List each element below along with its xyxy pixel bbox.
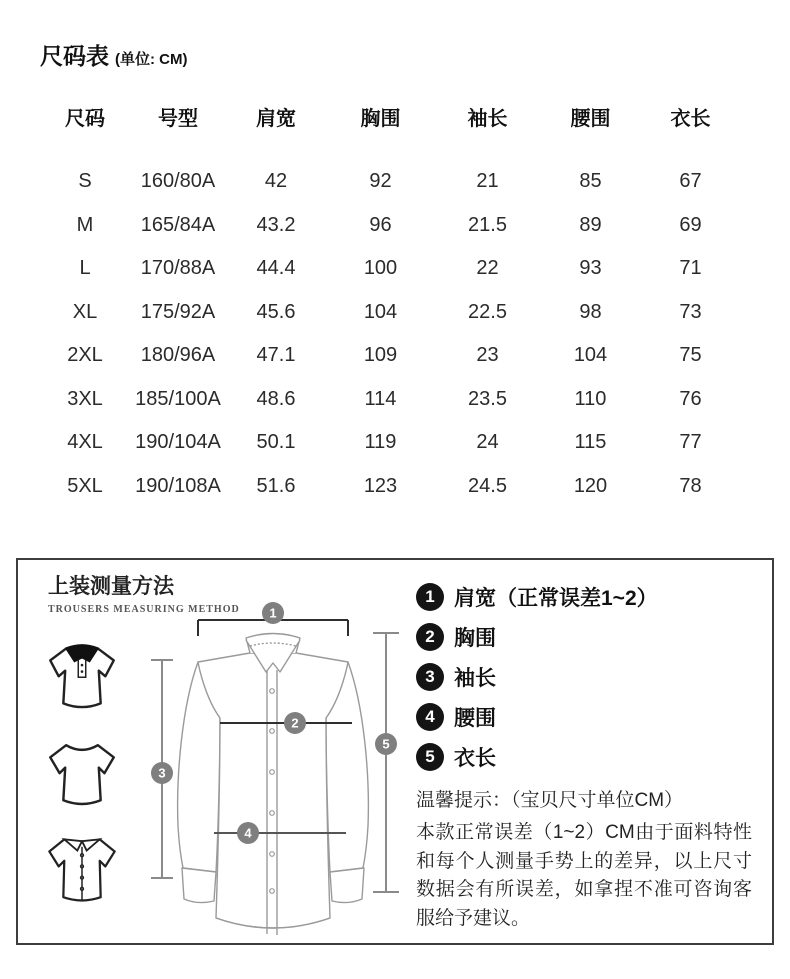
table-cell: 92: [369, 170, 392, 192]
table-cell: 69: [679, 213, 702, 236]
table-cell: 110: [574, 387, 607, 410]
column-header: 胸围: [360, 108, 401, 130]
page-title-text: 尺码表: [40, 43, 109, 69]
measuring-method-box: [16, 558, 774, 945]
table-cell: 50.1: [256, 431, 296, 453]
size-table-body: [40, 160, 740, 508]
legend-item: [416, 617, 756, 657]
table-cell: 170/88A: [140, 257, 216, 279]
table-cell: 24.5: [468, 474, 507, 497]
table-cell: 43.2: [256, 213, 296, 236]
table-cell: 24: [476, 431, 499, 453]
table-cell: 165/84A: [140, 213, 216, 236]
legend-item: [416, 577, 756, 617]
table-cell: 76: [679, 387, 702, 410]
legend-number-badge: 5: [416, 743, 444, 771]
table-cell: 2XL: [67, 344, 103, 366]
table-cell: 160/80A: [140, 170, 216, 192]
table-cell: 77: [679, 431, 702, 453]
legend-number-badge: 1: [416, 583, 444, 611]
svg-text:4: 4: [244, 825, 252, 841]
table-cell: 23: [476, 344, 499, 366]
table-row: [40, 291, 740, 335]
table-cell: L: [79, 257, 91, 279]
t-shirt-icon: [40, 732, 124, 820]
legend-item: [416, 657, 756, 697]
table-cell: 120: [573, 474, 608, 497]
table-row: [40, 465, 740, 509]
svg-text:2: 2: [291, 715, 299, 731]
column-header: 肩宽: [256, 108, 296, 130]
table-cell: 73: [679, 300, 702, 323]
table-cell: 48.6: [256, 387, 296, 410]
table-row: [40, 421, 740, 465]
size-table: [40, 106, 740, 508]
table-cell: 100: [363, 257, 398, 279]
table-row: [40, 247, 740, 291]
column-header: 号型: [158, 108, 198, 130]
table-cell: 22: [476, 257, 499, 279]
table-row: [40, 378, 740, 422]
column-header: 袖长: [467, 108, 508, 130]
legend-label: 肩宽（正常误差1~2）: [454, 587, 658, 610]
table-cell: 190/104A: [135, 431, 221, 453]
polo-shirt-icon: [40, 636, 124, 724]
table-row: [40, 204, 740, 248]
column-header: 衣长: [670, 108, 711, 130]
measure-section-title: 上装测量方法: [48, 575, 174, 598]
table-cell: 89: [579, 213, 602, 236]
measure-section-subtitle: TROUSERS MEASURING METHOD: [48, 604, 240, 615]
legend-label: 胸围: [454, 627, 496, 650]
legend-label: 衣长: [454, 747, 496, 770]
svg-text:1: 1: [269, 605, 277, 621]
table-cell: M: [76, 213, 94, 236]
table-cell: 42: [264, 170, 288, 192]
table-cell: 44.4: [256, 257, 296, 279]
table-cell: 5XL: [67, 474, 103, 497]
legend-number-badge: 2: [416, 623, 444, 651]
garment-thumbnails: [40, 636, 128, 916]
table-cell: 75: [679, 344, 702, 366]
notice-title: 温馨提示：（宝贝尺寸单位CM）: [416, 790, 684, 811]
legend-item: [416, 697, 756, 737]
table-cell: 190/108A: [135, 474, 221, 497]
legend-label: 腰围: [454, 707, 496, 730]
table-cell: 21.5: [468, 213, 507, 236]
shirt-measure-diagram: [146, 596, 408, 942]
table-cell: 175/92A: [140, 300, 216, 323]
table-cell: S: [78, 170, 92, 192]
size-table-header: [40, 106, 740, 160]
table-cell: 3XL: [67, 387, 103, 410]
header-row: [40, 106, 740, 160]
page-title-unit: (单位: CM): [115, 51, 188, 68]
table-cell: 93: [579, 257, 602, 279]
table-cell: 115: [574, 431, 607, 453]
table-cell: 114: [364, 387, 397, 410]
table-cell: 22.5: [468, 300, 507, 323]
table-cell: 51.6: [256, 474, 296, 497]
legend-label: 袖长: [454, 667, 496, 690]
page-title: [40, 38, 187, 71]
svg-text:5: 5: [382, 736, 390, 752]
notice-body: 本款正常误差（1~2）CM由于面料特性和每个人测量手势上的差异，以上尺寸数据会有所误差，如拿捏不准可咨询客服给予建议。: [416, 822, 752, 929]
table-cell: 85: [579, 170, 602, 192]
legend-number-badge: 4: [416, 703, 444, 731]
table-cell: 123: [363, 474, 398, 497]
table-cell: 21: [476, 170, 499, 192]
button-shirt-icon: [40, 828, 124, 916]
column-header: 尺码: [65, 108, 105, 130]
table-cell: 119: [364, 431, 397, 453]
measure-legend: [416, 577, 756, 777]
table-cell: 71: [679, 257, 702, 279]
legend-number-badge: 3: [416, 663, 444, 691]
table-cell: 47.1: [256, 344, 296, 366]
column-header: 腰围: [570, 108, 611, 130]
svg-text:3: 3: [158, 765, 166, 781]
table-cell: 78: [679, 474, 702, 497]
table-cell: XL: [72, 300, 98, 323]
table-row: [40, 160, 740, 204]
notice: [416, 786, 752, 933]
table-cell: 23.5: [468, 387, 507, 410]
table-cell: 67: [679, 170, 702, 192]
table-cell: 185/100A: [135, 387, 221, 410]
table-row: [40, 334, 740, 378]
table-cell: 109: [363, 344, 398, 366]
table-cell: 104: [573, 344, 608, 366]
table-cell: 96: [369, 213, 392, 236]
table-cell: 4XL: [67, 431, 103, 453]
legend-item: [416, 737, 756, 777]
table-cell: 104: [363, 300, 398, 323]
table-cell: 45.6: [256, 300, 296, 323]
table-cell: 98: [579, 300, 602, 323]
table-cell: 180/96A: [140, 344, 216, 366]
